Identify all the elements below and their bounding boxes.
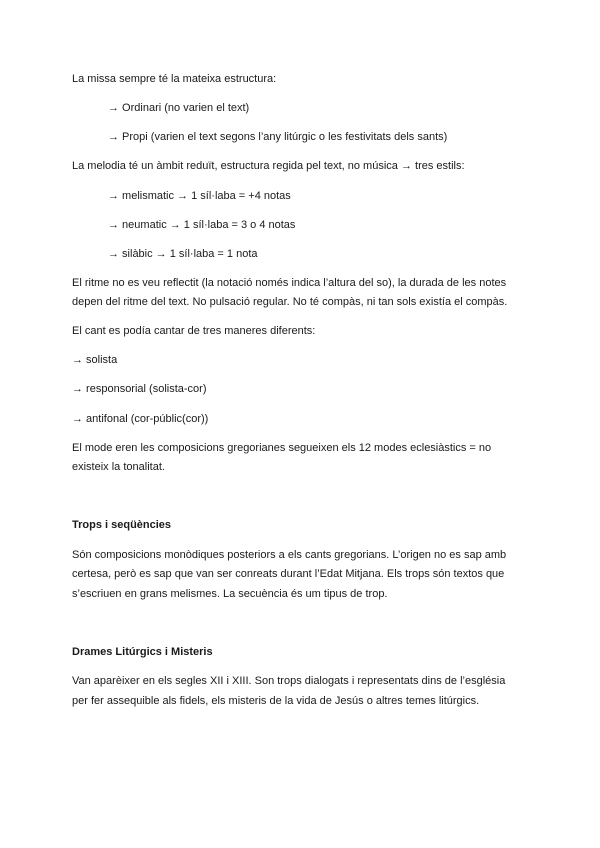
rhythm-paragraph-line: El ritme no es veu reflectit (la notació només indica l’altura del so), la durada de les notes — [72, 277, 507, 289]
melody-line: La melodia té un àmbit reduït, estructura regida pel text, no música → tres estils: — [72, 160, 465, 172]
melody-style-item: → silàbic → 1 síl·laba = 1 nota — [108, 248, 258, 260]
trops-paragraph-line: s’escriuen en grans melismes. La secuència és um tipus de trop. — [72, 588, 388, 600]
drames-paragraph-line: per fer assequible als fidels, els misteris de la vida de Jesús o altres temes litúrgics. — [72, 695, 480, 707]
trops-paragraph-line: Són composicions monòdiques posteriors a els cants gregorians. L’origen no es sap amb — [72, 549, 507, 561]
trops-paragraph-line: certesa, però es sap que van ser conreats durant l’Edat Mitjana. Els trops són textos que — [72, 568, 505, 580]
intro-ordinari-item: → Ordinari (no varien el text) — [108, 102, 250, 114]
singing-line: El cant es podía cantar de tres maneres diferents: — [72, 325, 316, 337]
mode-paragraph-line: El mode eren les composicions gregorianes segueixen els 12 modes eclesiàstics = no — [72, 442, 492, 454]
melody-style-item: → neumatic → 1 síl·laba = 3 o 4 notas — [108, 219, 296, 231]
trops-heading: Trops i seqüències — [72, 519, 172, 531]
rhythm-paragraph-line: depen del ritme del text. No pulsació regular. No té compàs, ni tan sols existía el compàs. — [72, 296, 508, 308]
drames-heading: Drames Litúrgics i Misteris — [72, 646, 213, 658]
singing-way-item: → antifonal (cor-públic(cor)) — [72, 413, 209, 425]
intro-propi-item: → Propi (varien el text segons l’any litúrgic o les festivitats dels sants) — [108, 131, 448, 143]
intro-structure-line: La missa sempre té la mateixa estructura: — [72, 73, 277, 85]
drames-paragraph-line: Van aparèixer en els segles XII i XIII. Son trops dialogats i representats dins de l’església — [72, 675, 506, 687]
mode-paragraph-line: existeix la tonalitat. — [72, 461, 165, 473]
singing-way-item: → solista — [72, 354, 118, 366]
melody-style-item: → melismatic → 1 síl·laba = +4 notas — [108, 190, 291, 202]
singing-way-item: → responsorial (solista-cor) — [72, 383, 207, 395]
